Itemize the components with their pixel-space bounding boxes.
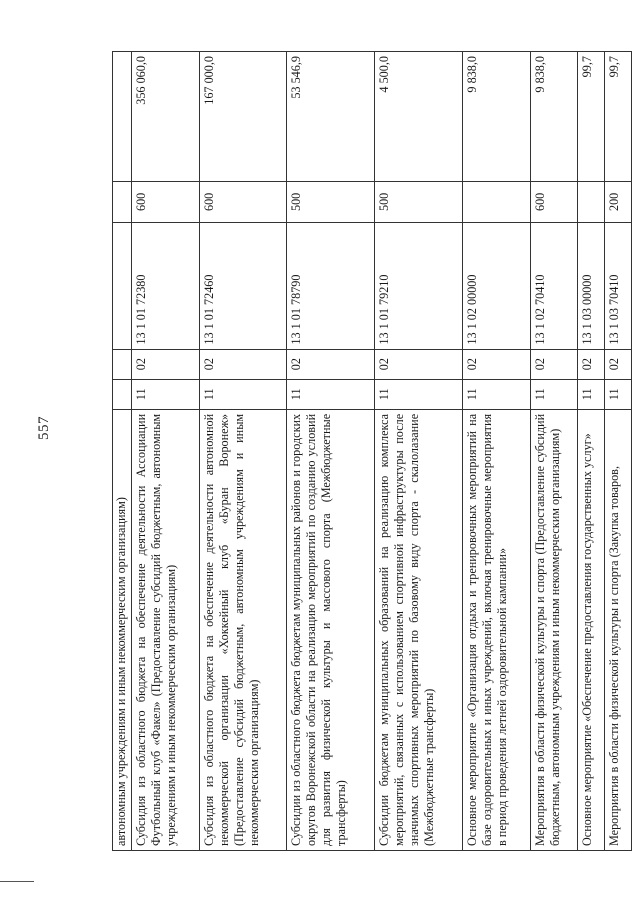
row-section: 11 — [604, 379, 631, 409]
row-subsection — [113, 349, 132, 379]
row-expense-type: 500 — [375, 182, 463, 223]
row-section: 11 — [375, 379, 463, 409]
table-row — [577, 52, 604, 851]
row-expense-type: 600 — [199, 182, 287, 223]
row-amount: 99,7 — [577, 52, 604, 182]
row-target-code: 13 1 02 70410 — [530, 222, 577, 349]
page-number: 557 — [36, 416, 52, 440]
row-name: Субсидии бюджетам муниципальных образований на реализацию комплекса мероприятий, связанных с использованием спортивной инфраструктуры после значимых спортивных мероприятий по базовому виду спорта - скалолазание (Межбюджетные трансферты) — [375, 409, 463, 850]
row-subsection: 02 — [463, 349, 531, 379]
table-row — [287, 52, 375, 851]
row-expense-type — [577, 182, 604, 223]
row-name: Субсидии из областного бюджета бюджетам муниципальных районов и городских округов Воронежской области на реализацию мероприятий по созданию условий для развития физической культуры и массового спорта (Межбюджетные трансферты) — [287, 409, 375, 850]
table-row — [199, 52, 287, 851]
row-expense-type: 600 — [132, 182, 200, 223]
row-amount: 53 546,9 — [287, 52, 375, 182]
row-section: 11 — [530, 379, 577, 409]
budget-table-container — [112, 51, 632, 851]
row-target-code: 13 1 03 70410 — [604, 222, 631, 349]
row-name: автономным учреждениям и иным некоммерческим организациям) — [113, 409, 132, 850]
row-amount: 9 838,0 — [463, 52, 531, 182]
row-amount: 9 838,0 — [530, 52, 577, 182]
row-amount — [113, 52, 132, 182]
row-amount: 4 500,0 — [375, 52, 463, 182]
row-target-code: 13 1 01 72380 — [132, 222, 200, 349]
row-name: Субсидия из областного бюджета на обеспечение деятельности Ассоциации Футбольный клуб «Факел» (Предоставление субсидий бюджетным, автономным учреждениям и иным некоммерческим организациям) — [132, 409, 200, 850]
table-row — [132, 52, 200, 851]
row-amount: 356 060,0 — [132, 52, 200, 182]
row-section: 11 — [132, 379, 200, 409]
budget-table — [112, 51, 632, 851]
row-expense-type: 500 — [287, 182, 375, 223]
row-section: 11 — [199, 379, 287, 409]
row-name: Субсидия из областного бюджета на обеспечение деятельности автономной некоммерческой организации «Хоккейный клуб «Буран Воронеж» (Предоставление субсидий бюджетным, автономным учреждениям и иным некоммерческим организациям) — [199, 409, 287, 850]
row-section: 11 — [463, 379, 531, 409]
row-subsection: 02 — [577, 349, 604, 379]
row-expense-type: 200 — [604, 182, 631, 223]
row-amount: 167 000,0 — [199, 52, 287, 182]
table-row — [604, 52, 631, 851]
row-expense-type — [463, 182, 531, 223]
row-target-code: 13 1 03 00000 — [577, 222, 604, 349]
row-subsection: 02 — [287, 349, 375, 379]
row-name: Основное мероприятие «Организация отдыха и тренировочных мероприятий на базе оздоровительных и иных учреждений, включая тренировочные мероприятия в период проведения летней оздоровительной кампании» — [463, 409, 531, 850]
row-amount: 99,7 — [604, 52, 631, 182]
table-row — [375, 52, 463, 851]
row-section: 11 — [577, 379, 604, 409]
row-expense-type — [113, 182, 132, 223]
row-name: Мероприятия в области физической культуры и спорта (Предоставление субсидий бюджетным, автономным учреждениям и иным некоммерческим организациям) — [530, 409, 577, 850]
footer-rule — [0, 881, 34, 882]
row-subsection: 02 — [375, 349, 463, 379]
row-name: Мероприятия в области физической культуры и спорта (Закупка товаров, — [604, 409, 631, 850]
row-subsection: 02 — [199, 349, 287, 379]
row-target-code — [113, 222, 132, 349]
table-row — [463, 52, 531, 851]
row-expense-type: 600 — [530, 182, 577, 223]
table-row — [530, 52, 577, 851]
row-target-code: 13 1 01 79210 — [375, 222, 463, 349]
row-subsection: 02 — [132, 349, 200, 379]
table-row — [113, 52, 132, 851]
row-subsection: 02 — [530, 349, 577, 379]
row-name: Основное мероприятие «Обеспечение предоставления государственных услуг» — [577, 409, 604, 850]
row-target-code: 13 1 01 78790 — [287, 222, 375, 349]
row-section: 11 — [287, 379, 375, 409]
row-target-code: 13 1 01 72460 — [199, 222, 287, 349]
row-target-code: 13 1 02 00000 — [463, 222, 531, 349]
row-section — [113, 379, 132, 409]
row-subsection: 02 — [604, 349, 631, 379]
